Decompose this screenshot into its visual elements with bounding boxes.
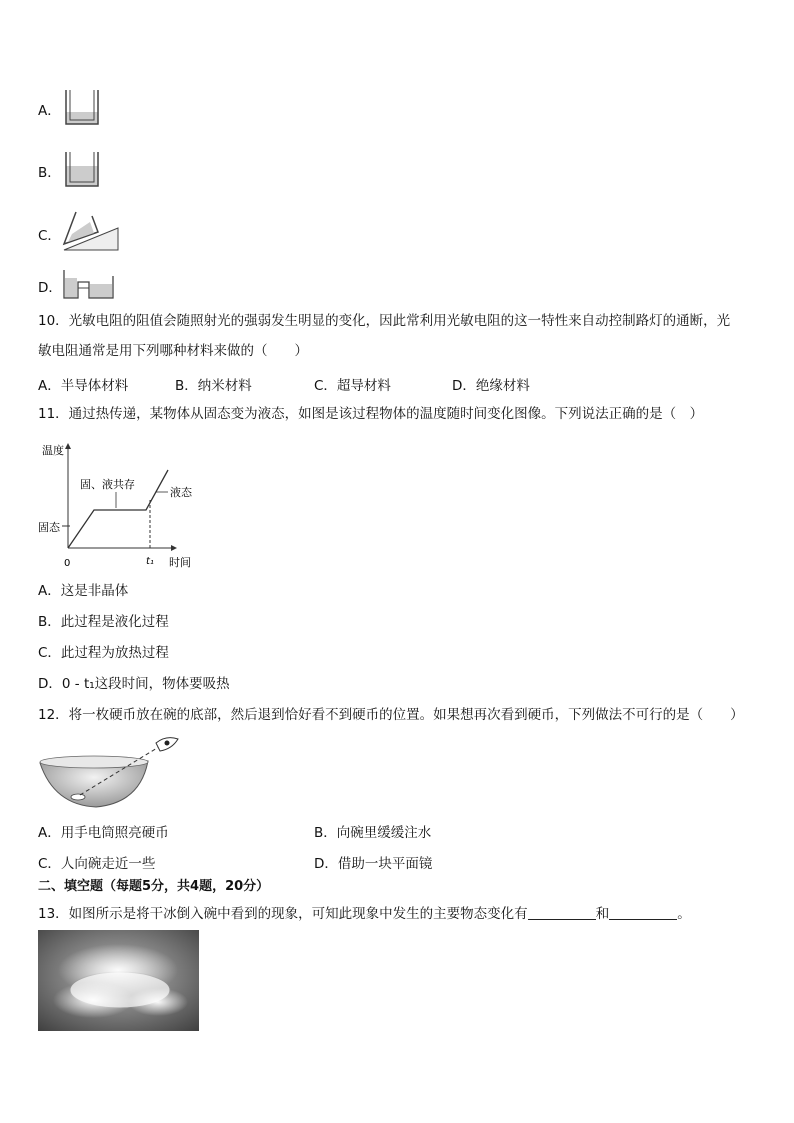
solid-label: 固态 — [38, 521, 60, 534]
q12-option-b: B．向碗里缓缓注水 — [314, 825, 432, 841]
coin — [71, 794, 85, 800]
q13-stem — [38, 905, 691, 923]
q13-stem-text: 13．如图所示是将干冰倒入碗中看到的现象，可知此现象中发生的主要物态变化有 — [38, 906, 528, 922]
q9-option-d-figure — [62, 266, 116, 302]
q12-bowl-eye-figure — [36, 733, 182, 813]
y-axis-label: 温度 — [42, 444, 64, 457]
white-fog-left — [53, 982, 133, 1018]
q9-option-c-letter: C． — [38, 228, 61, 244]
coexist-label: 固、液共存 — [80, 478, 135, 491]
q9-option-b-letter: B． — [38, 165, 61, 181]
t1-label: t₁ — [146, 556, 154, 567]
q10-stem-line2: 敏电阻通常是用下列哪种材料来做的（ ） — [38, 343, 308, 359]
q11-temperature-graph — [36, 436, 202, 572]
q9-option-b-figure — [62, 150, 102, 190]
water-fill-right — [90, 284, 112, 298]
q12-stem: 12．将一枚硬币放在碗的底部，然后退到恰好看不到硬币的位置。如果想再次看到硬币，下列做法不可行的是（ ） — [38, 707, 744, 723]
q13-dry-ice-photo — [38, 930, 199, 1031]
q10-option-d: D．绝缘材料 — [452, 378, 530, 394]
q11-option-d: D．0 - t₁这段时间，物体要吸热 — [38, 676, 230, 692]
q9-option-d-letter: D． — [38, 280, 62, 296]
origin-label: 0 — [64, 558, 71, 569]
q12-option-d: D．借助一块平面镜 — [314, 856, 433, 872]
q12-option-c: C．人向碗走近一些 — [38, 856, 156, 872]
q9-option-a-letter: A． — [38, 103, 61, 119]
q13-stem-and: 和 — [595, 906, 610, 922]
q9-option-a-figure — [62, 88, 102, 128]
q10-option-a: A．半导体材料 — [38, 378, 129, 394]
q10-option-c: C．超导材料 — [314, 378, 391, 394]
section-fill-in-title: 二、填空题（每题5分，共4题，20分） — [38, 879, 270, 894]
bowl-rim — [40, 756, 148, 768]
q11-option-a: A．这是非晶体 — [38, 583, 129, 599]
x-axis-label: 时间 — [169, 556, 191, 569]
q12-option-a: A．用手电筒照亮硬币 — [38, 825, 169, 841]
white-fog-right — [128, 988, 188, 1016]
q11-option-b: B．此过程是液化过程 — [38, 614, 169, 630]
water-fill — [66, 166, 98, 186]
water-fill-left — [65, 278, 77, 298]
q10-stem-line1: 10．光敏电阻的阻值会随照射光的强弱发生明显的变化，因此常利用光敏电阻的这一特性来自动控制路灯的通断，光 — [38, 313, 731, 329]
eye-pupil — [165, 741, 170, 746]
q13-blank-2 — [609, 905, 677, 920]
q11-stem: 11．通过热传递，某物体从固态变为液态，如图是该过程物体的温度随时间变化图像。下列说法正确的是（ ） — [38, 406, 704, 422]
water-fill — [66, 112, 98, 124]
q10-option-b: B．纳米材料 — [175, 378, 252, 394]
liquid-label: 液态 — [170, 486, 192, 499]
q13-blank-1 — [528, 905, 596, 920]
q11-option-c: C．此过程为放热过程 — [38, 645, 169, 661]
q13-stem-end: 。 — [677, 906, 691, 922]
q9-option-c-figure — [62, 210, 120, 252]
